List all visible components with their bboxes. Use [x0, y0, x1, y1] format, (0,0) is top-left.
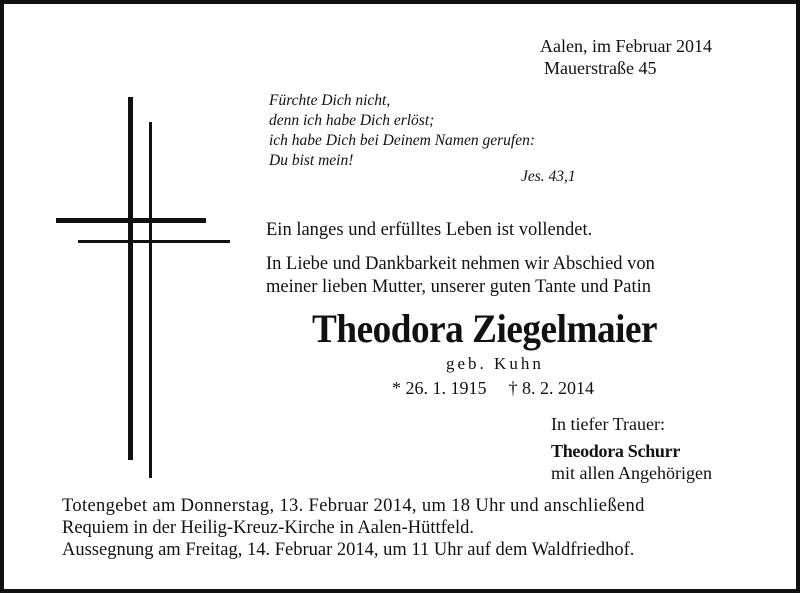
deceased-name: Theodora Ziegelmaier — [312, 306, 658, 351]
street-address: Mauerstraße 45 — [544, 58, 657, 78]
bible-verse — [269, 91, 535, 171]
cross-horizontal-thin-bar — [78, 240, 230, 243]
service-information — [62, 495, 742, 561]
farewell-text — [266, 253, 655, 299]
cross-horizontal-bar — [56, 218, 206, 223]
lede-sentence: Ein langes und erfülltes Leben ist vollendet. — [266, 220, 593, 240]
mourning-heading: In tiefer Trauer: — [551, 414, 665, 434]
birth-name: geb. Kuhn — [446, 354, 544, 373]
verse-line: Du bist mein! — [269, 152, 354, 169]
service-line: Requiem in der Heilig-Kreuz-Kirche in Aalen-Hüttfeld. — [62, 518, 474, 538]
verse-line: ich habe Dich bei Deinem Namen gerufen: — [269, 132, 536, 149]
cross-vertical-thin-bar — [149, 122, 152, 478]
verse-reference: Jes. 43,1 — [521, 168, 576, 185]
family-line: mit allen Angehörigen — [551, 463, 712, 483]
death-date: † 8. 2. 2014 — [508, 378, 594, 398]
verse-line: Fürchte Dich nicht, — [269, 92, 391, 109]
life-dates — [392, 378, 594, 399]
cross-vertical-bar — [128, 97, 133, 460]
mourner-name: Theodora Schurr — [551, 441, 681, 461]
service-line: Aussegnung am Freitag, 14. Februar 2014, um 11 Uhr auf dem Waldfriedhof. — [62, 540, 635, 560]
place-date: Aalen, im Februar 2014 — [540, 36, 712, 56]
birth-date: * 26. 1. 1915 — [392, 378, 487, 398]
farewell-line: In Liebe und Dankbarkeit nehmen wir Abschied von — [266, 254, 655, 274]
service-line: Totengebet am Donnerstag, 13. Februar 2014, um 18 Uhr und anschließend — [62, 496, 645, 516]
verse-line: denn ich habe Dich erlöst; — [269, 112, 435, 129]
farewell-line: meiner lieben Mutter, unserer guten Tante und Patin — [266, 277, 651, 297]
